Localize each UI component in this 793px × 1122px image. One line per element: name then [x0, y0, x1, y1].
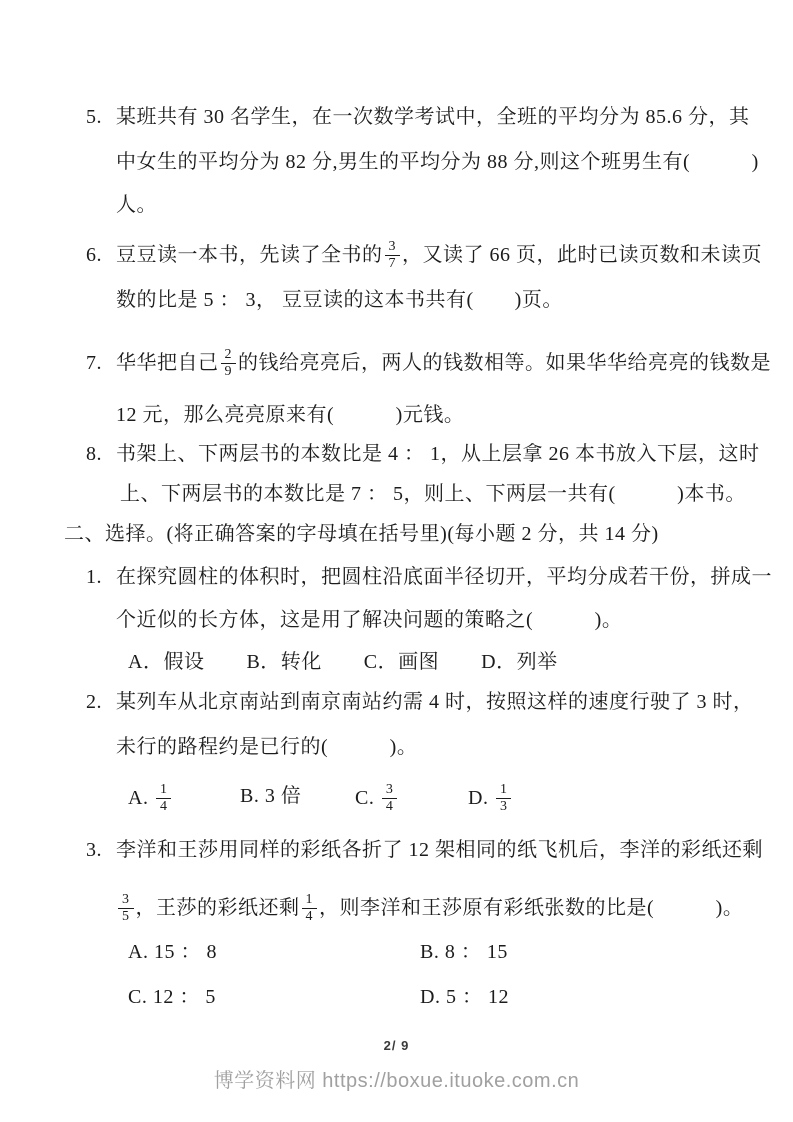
fraction-3-4: $\frac{3}{4}$	[382, 782, 398, 815]
question-5-number: 5.	[86, 106, 102, 128]
question-7-line-2: 12 元，那么亮亮原来有( )元钱。	[116, 404, 465, 426]
choice-3-text-2b: ，王莎的彩纸还剩	[135, 897, 300, 920]
choice-1-option-d: D．列举	[481, 651, 558, 673]
question-5-line-2: 中女生的平均分为 82 分,男生的平均分为 88 分,则这个班男生有( )	[116, 151, 759, 173]
choice-3-number: 3.	[86, 839, 102, 861]
choice-1-option-a: A．假设	[128, 651, 205, 673]
choice-2-number: 2.	[86, 691, 102, 713]
choice-3-option-a: A. 15 ： 8	[128, 941, 217, 963]
choice-2-line-2: 未行的路程约是已行的( )。	[116, 736, 418, 758]
choice-2-line-1	[86, 689, 754, 715]
choice-3-text-2d: ，则李洋和王莎原有彩纸张数的比是( )。	[319, 897, 744, 920]
choice-3-option-d: D. 5 ： 12	[420, 986, 509, 1008]
choice-1-options	[128, 649, 558, 675]
question-7-line-1	[86, 348, 771, 381]
choice-2-option-b: B. 3 倍	[240, 785, 302, 807]
fraction-3-5: $\frac{3}{5}$	[118, 892, 134, 925]
choice-3-line-2	[116, 893, 743, 926]
fraction-2-9: $\frac{2}{9}$	[221, 347, 237, 380]
choice-1-text-1: 在探究圆柱的体积时，把圆柱沿底面半径切开，平均分成若干份，拼成一	[116, 566, 772, 588]
choice-2-option-d: D. $\frac{1}{3}$	[468, 783, 513, 816]
choice-3-option-c: C. 12 ： 5	[128, 986, 216, 1008]
page-number: 2/ 9	[383, 1038, 410, 1053]
fraction-3-7: $\frac{3}{7}$	[385, 239, 401, 272]
choice-1-option-c: C．画图	[363, 651, 440, 673]
fraction-1-3: $\frac{1}{3}$	[496, 782, 512, 815]
fraction-1-4-b: $\frac{1}{4}$	[302, 892, 318, 925]
question-6-number: 6.	[86, 244, 102, 267]
choice-1-option-b: B．转化	[246, 651, 322, 673]
watermark-text: 博学资料网 https://boxue.ituoke.com.cn	[213, 1070, 580, 1092]
question-7-text-1a: 华华把自己	[116, 352, 219, 375]
question-8-line-1	[86, 441, 760, 467]
choice-1-line-1	[86, 564, 772, 590]
question-6-line-1	[86, 240, 762, 273]
question-6-line-2: 数的比是 5 ： 3， 豆豆读的这本书共有( )页。	[116, 289, 563, 311]
choice-2-text-1: 某列车从北京南站到南京南站约需 4 时，按照这样的速度行驶了 3 时，	[116, 691, 754, 713]
choice-3-text-1: 李洋和王莎用同样的彩纸各折了 12 架相同的纸飞机后，李洋的彩纸还剩	[116, 839, 763, 861]
choice-3-line-1	[86, 837, 763, 863]
question-5-text-1: 某班共有 30 名学生，在一次数学考试中，全班的平均分为 85.6 分，其	[116, 106, 750, 128]
question-8-number: 8.	[86, 443, 102, 465]
choice-3-option-b: B. 8 ： 15	[420, 941, 508, 963]
question-5-line-1	[86, 104, 750, 130]
question-8-text-1: 书架上、下两层书的本数比是 4 ： 1，从上层拿 26 本书放入下层，这时	[116, 443, 760, 465]
choice-1-line-2: 个近似的长方体，这是用了解决问题的策略之( )。	[116, 609, 623, 631]
question-7-number: 7.	[86, 352, 102, 375]
choice-1-number: 1.	[86, 566, 102, 588]
question-6-text-1b: ，又读了 66 页，此时已读页数和未读页	[402, 244, 762, 267]
question-7-text-1b: 的钱给亮亮后，两人的钱数相等。如果华华给亮亮的钱数是	[238, 352, 771, 375]
question-5-line-3: 人。	[116, 194, 157, 216]
question-6-text-1a: 豆豆读一本书，先读了全书的	[116, 244, 383, 267]
choice-2-option-c: C. $\frac{3}{4}$	[355, 783, 399, 816]
choice-2-option-a: A. $\frac{1}{4}$	[128, 783, 173, 816]
section-2-title: 二、选择。(将正确答案的字母填在括号里)(每小题 2 分，共 14 分)	[64, 523, 659, 545]
fraction-1-4: $\frac{1}{4}$	[156, 782, 172, 815]
question-8-line-2: 上、下两层书的本数比是 7 ： 5，则上、下两层一共有( )本书。	[120, 483, 746, 505]
